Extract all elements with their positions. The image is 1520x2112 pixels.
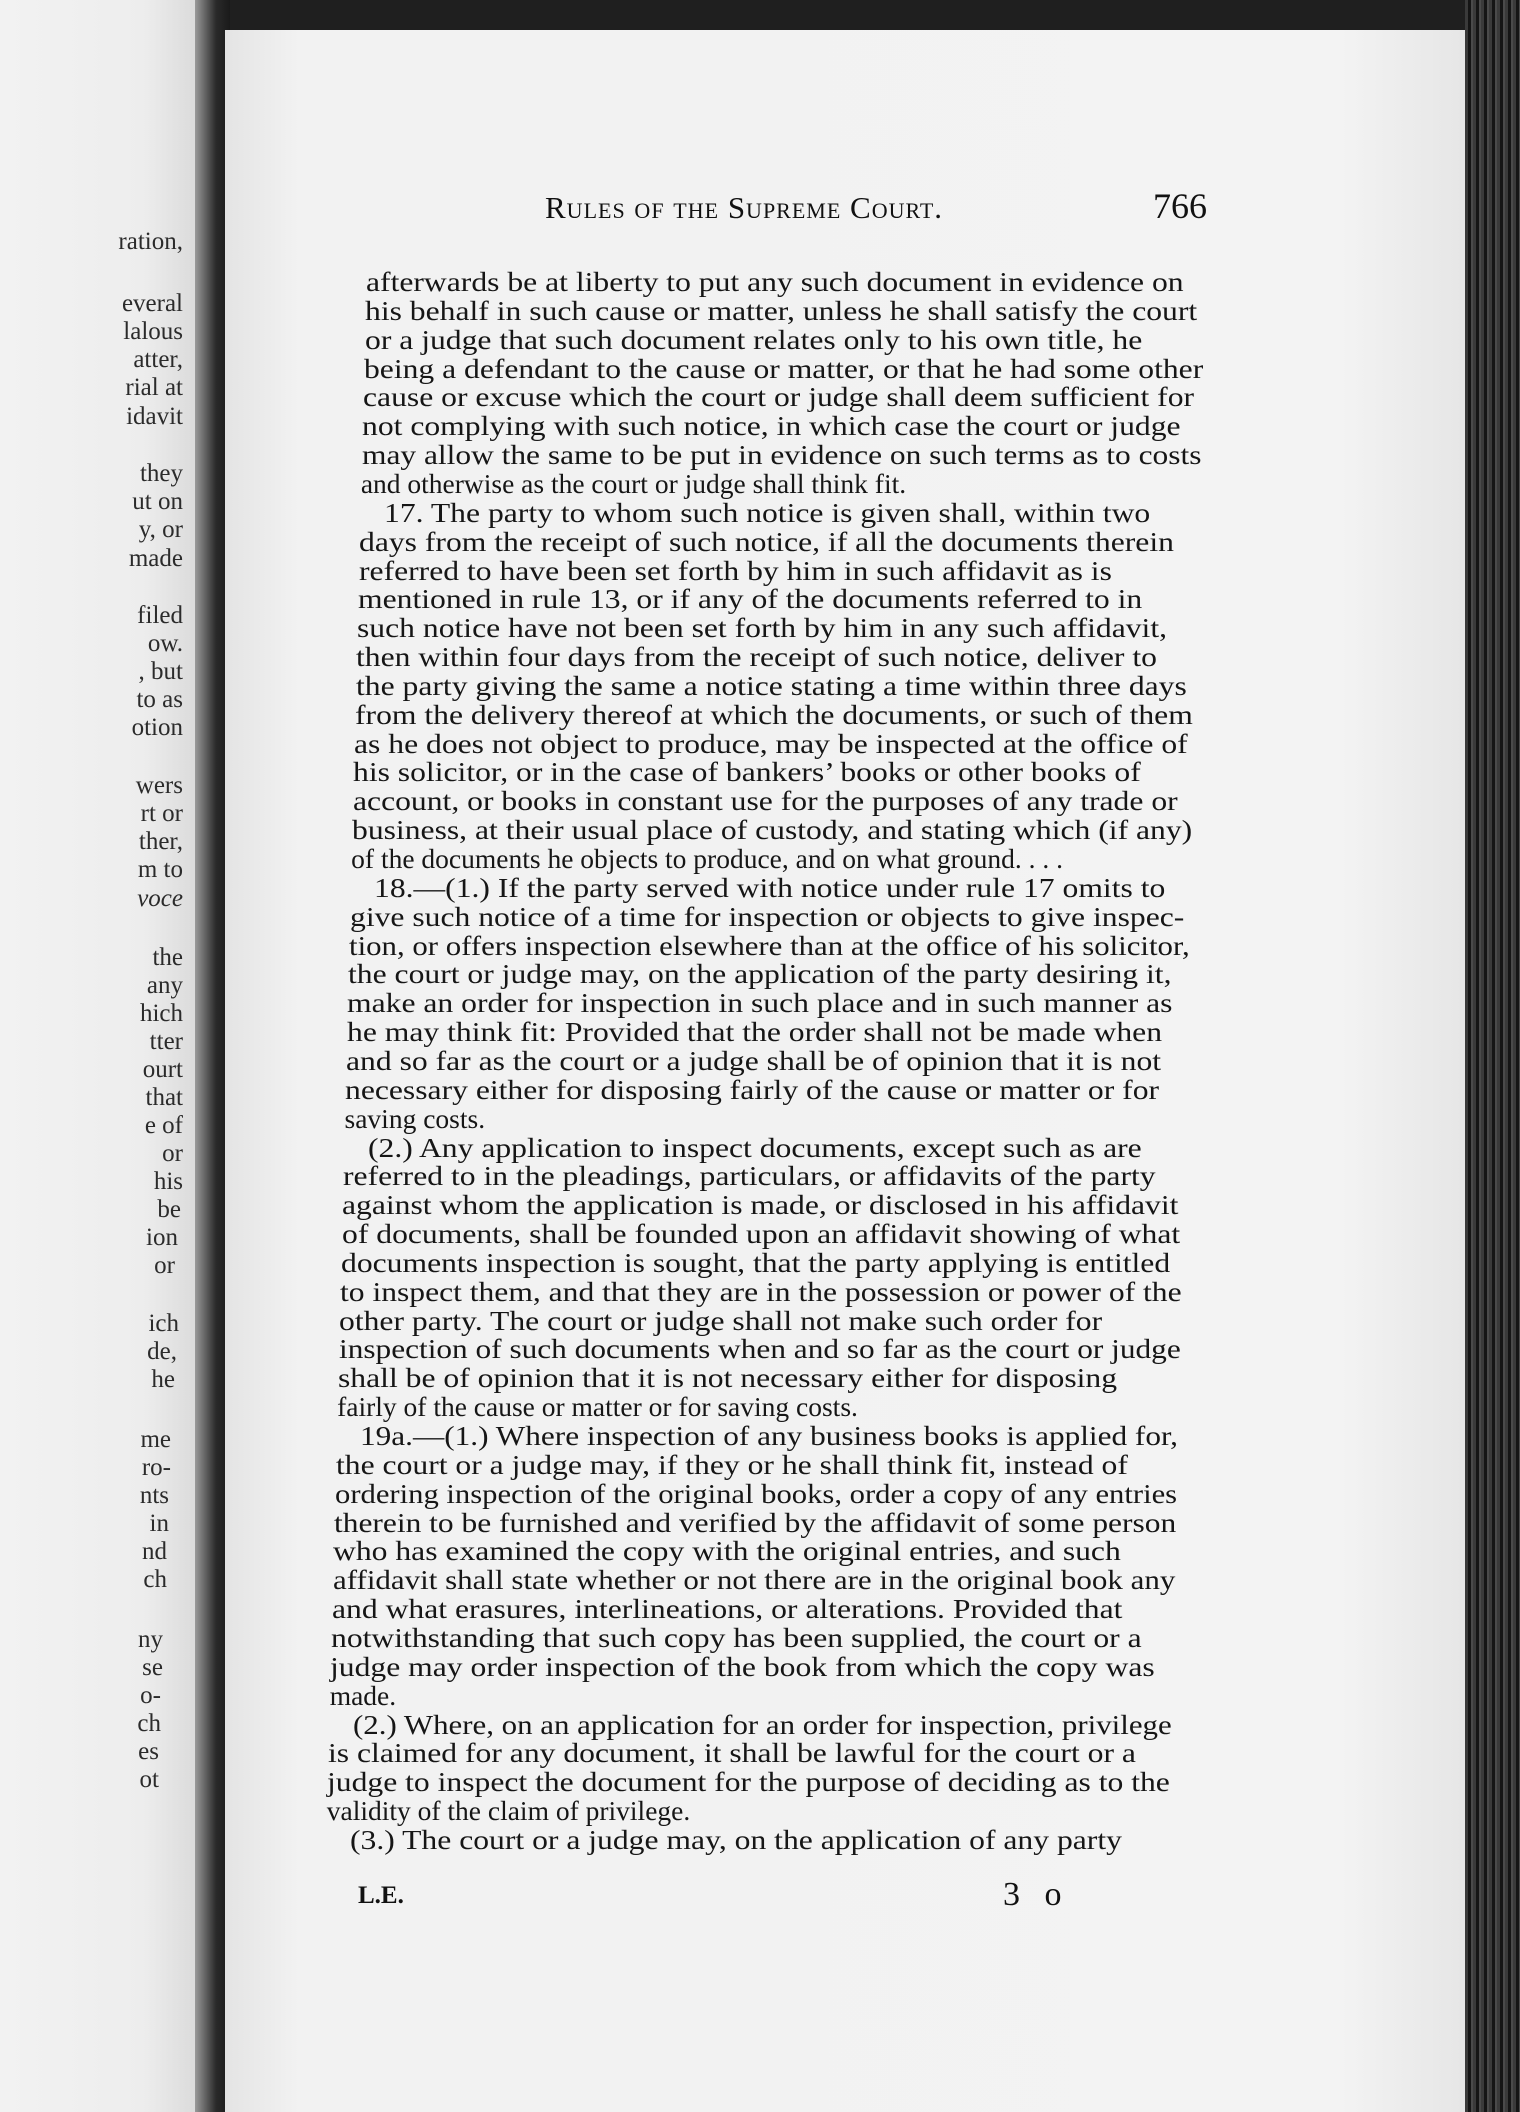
body-line: notwithstanding that such copy has been supplied, the court or a xyxy=(331,1621,1142,1653)
body-line: business, at their usual place of custody, and stating which (if any) xyxy=(351,814,1193,846)
body-line: (2.) Where, on an application for an order for inspection, privilege xyxy=(352,1708,1172,1740)
left-page-fragment: the xyxy=(152,944,183,971)
facing-page-left xyxy=(0,0,205,2112)
body-line: or a judge that such document relates only to his own title, he xyxy=(364,323,1142,355)
body-line: afterwards be at liberty to put any such document in evidence on xyxy=(366,266,1184,297)
body-line: necessary either for disposing fairly of the cause or matter or for xyxy=(345,1073,1160,1105)
left-page-fragment: or xyxy=(154,1252,175,1279)
left-page-fragment: any xyxy=(146,972,183,999)
body-line: 18.—(1.) If the party served with notice under rule 17 omits to xyxy=(374,871,1166,903)
body-line: made. xyxy=(329,1679,397,1711)
body-line: he may think fit: Provided that the order shall not be made when xyxy=(346,1016,1162,1048)
left-page-fragment: tter xyxy=(149,1028,183,1055)
left-page-fragment: they xyxy=(139,460,183,487)
left-page-fragment: ut on xyxy=(132,488,183,515)
left-page-fragment: he xyxy=(151,1366,175,1393)
left-page-fragment: rt or xyxy=(140,800,183,827)
left-page-fragment: ther, xyxy=(138,828,183,855)
left-page-fragment: wers xyxy=(135,772,183,799)
gathering-mark: 3 o xyxy=(1003,1876,1070,1913)
body-line: judge to inspect the document for the purpose of deciding as to the xyxy=(327,1766,1171,1798)
body-line: ordering inspection of the original books, order a copy of any entries xyxy=(334,1477,1177,1509)
body-line: referred to in the pleadings, particulars, or affidavits of the party xyxy=(343,1160,1156,1192)
left-page-fragment: ration, xyxy=(118,228,183,255)
body-line: and what erasures, interlineations, or alterations. Provided that xyxy=(331,1593,1123,1625)
left-page-fragment: or xyxy=(162,1140,183,1167)
body-line: mentioned in rule 13, or if any of the documents referred to in xyxy=(357,583,1143,615)
body-line: referred to have been set forth by him in such affidavit as is xyxy=(358,554,1112,586)
left-page-fragment: that xyxy=(145,1084,183,1111)
left-page-fragment: o- xyxy=(140,1682,161,1709)
left-page-fragment: in xyxy=(149,1510,169,1537)
left-page-fragment: y, or xyxy=(138,516,183,543)
body-line: 17. The party to whom such notice is given shall, within two xyxy=(384,496,1151,528)
body-line: account, or books in constant use for the purposes of any trade or xyxy=(352,785,1178,817)
left-page-fragment: rial at xyxy=(125,374,183,401)
left-page-fragment: ot xyxy=(139,1766,159,1793)
body-line: being a defendant to the cause or matter, or that he had some other xyxy=(363,352,1203,384)
body-line: as he does not object to produce, may be inspected at the office of xyxy=(354,727,1188,759)
page-edges xyxy=(1465,0,1520,2112)
body-line: to inspect them, and that they are in the possession or power of the xyxy=(340,1275,1182,1307)
left-page-fragment: m to xyxy=(137,856,183,883)
body-line: documents inspection is sought, that the party applying is entitled xyxy=(340,1246,1170,1278)
body-line: fairly of the cause or matter or for saving costs. xyxy=(337,1391,858,1423)
left-page-fragment: ny xyxy=(138,1626,163,1653)
left-page-fragment: ourt xyxy=(142,1056,183,1083)
left-page-fragment: lalous xyxy=(123,318,183,345)
left-page-fragment: atter, xyxy=(133,346,183,373)
body-line: tion, or offers inspection elsewhere than at the office of his solicitor, xyxy=(348,929,1190,961)
left-page-fragment: de, xyxy=(147,1338,177,1365)
signature-mark: L.E. xyxy=(358,1882,404,1909)
left-page-fragment: nts xyxy=(139,1482,169,1509)
body-line: against whom the application is made, or disclosed in his affidavit xyxy=(342,1189,1179,1221)
left-page-fragment: made xyxy=(128,545,183,572)
body-line: not complying with such notice, in which case the court or judge xyxy=(362,410,1181,442)
body-line: other party. The court or judge shall not make such order for xyxy=(339,1304,1103,1336)
body-line: therein to be furnished and verified by the affidavit of some person xyxy=(334,1506,1177,1538)
left-page-fragment: voce xyxy=(137,885,183,912)
left-page-fragment: e of xyxy=(144,1112,183,1139)
left-page-fragment: to as xyxy=(136,686,183,713)
left-page-fragment: his xyxy=(153,1168,183,1195)
body-line: of the documents he objects to produce, and on what ground. . . . xyxy=(351,843,1063,874)
left-page-fragment: ch xyxy=(137,1710,161,1737)
body-line: cause or excuse which the court or judge shall deem sufficient for xyxy=(363,381,1195,413)
body-line: days from the receipt of such notice, if all the documents therein xyxy=(359,525,1175,557)
body-line: inspection of such documents when and so far as the court or judge xyxy=(338,1333,1181,1365)
left-page-fragment: ich xyxy=(148,1310,179,1337)
body-line: (3.) The court or a judge may, on the application of any party xyxy=(350,1823,1122,1855)
body-line: the party giving the same a notice stating a time within three days xyxy=(355,669,1187,701)
left-page-fragment: se xyxy=(142,1654,163,1681)
body-line: who has examined the copy with the original entries, and such xyxy=(333,1535,1122,1567)
body-line: judge may order inspection of the book from which the copy was xyxy=(330,1650,1156,1682)
body-line: his behalf in such cause or matter, unless he shall satisfy the court xyxy=(365,294,1198,326)
body-line: make an order for inspection in such place and in such manner as xyxy=(347,987,1173,1019)
page-number: 766 xyxy=(1153,186,1207,226)
body-line: such notice have not been set forth by him in any such affidavit, xyxy=(357,612,1168,644)
body-line: saving costs. xyxy=(344,1102,486,1134)
body-line: may allow the same to be put in evidence on such terms as to costs xyxy=(361,439,1201,471)
body-line: the court or a judge may, if they or he shall think fit, instead of xyxy=(335,1448,1128,1480)
left-page-fragment: es xyxy=(138,1738,159,1765)
body-line: validity of the claim of privilege. xyxy=(326,1795,691,1827)
body-line: 19a.—(1.) Where inspection of any business books is applied for, xyxy=(360,1420,1179,1451)
body-line: from the delivery thereof at which the documents, or such of them xyxy=(354,698,1193,730)
body-line: (2.) Any application to inspect documents, except such as are xyxy=(367,1131,1142,1163)
body-line: give such notice of a time for inspection or objects to give inspec- xyxy=(349,900,1185,932)
body-line: of documents, shall be founded upon an affidavit showing of what xyxy=(341,1218,1180,1250)
body-line: and so far as the court or a judge shall be of opinion that it is not xyxy=(346,1044,1162,1076)
left-page-fragment: hich xyxy=(139,1000,183,1027)
body-line: his solicitor, or in the case of bankers’ books or other books of xyxy=(353,756,1142,788)
body-line: and otherwise as the court or judge shall think fit. xyxy=(360,467,907,499)
left-page-fragment: ow. xyxy=(147,630,183,657)
left-page-fragment: ion xyxy=(146,1224,178,1251)
body-line: affidavit shall state whether or not there are in the original book any xyxy=(332,1564,1175,1596)
body-line: then within four days from the receipt of such notice, deliver to xyxy=(356,641,1158,673)
left-page-fragment: me xyxy=(140,1426,171,1453)
body-line: is claimed for any document, it shall be lawful for the court or a xyxy=(328,1737,1137,1769)
left-page-fragment: nd xyxy=(142,1538,167,1565)
left-page-fragment: otion xyxy=(131,714,183,741)
left-page-fragment: idavit xyxy=(126,403,183,430)
left-page-fragment: ch xyxy=(143,1566,167,1593)
body-line: shall be of opinion that it is not necessary either for disposing xyxy=(337,1362,1117,1394)
body-line: the court or judge may, on the application of the party desiring it, xyxy=(348,958,1172,990)
left-page-fragment: ro- xyxy=(141,1454,171,1481)
left-page-fragment: be xyxy=(157,1196,181,1223)
left-page-fragment: everal xyxy=(121,290,183,317)
left-page-fragment: filed xyxy=(137,602,183,629)
left-page-fragment: , but xyxy=(138,658,183,685)
